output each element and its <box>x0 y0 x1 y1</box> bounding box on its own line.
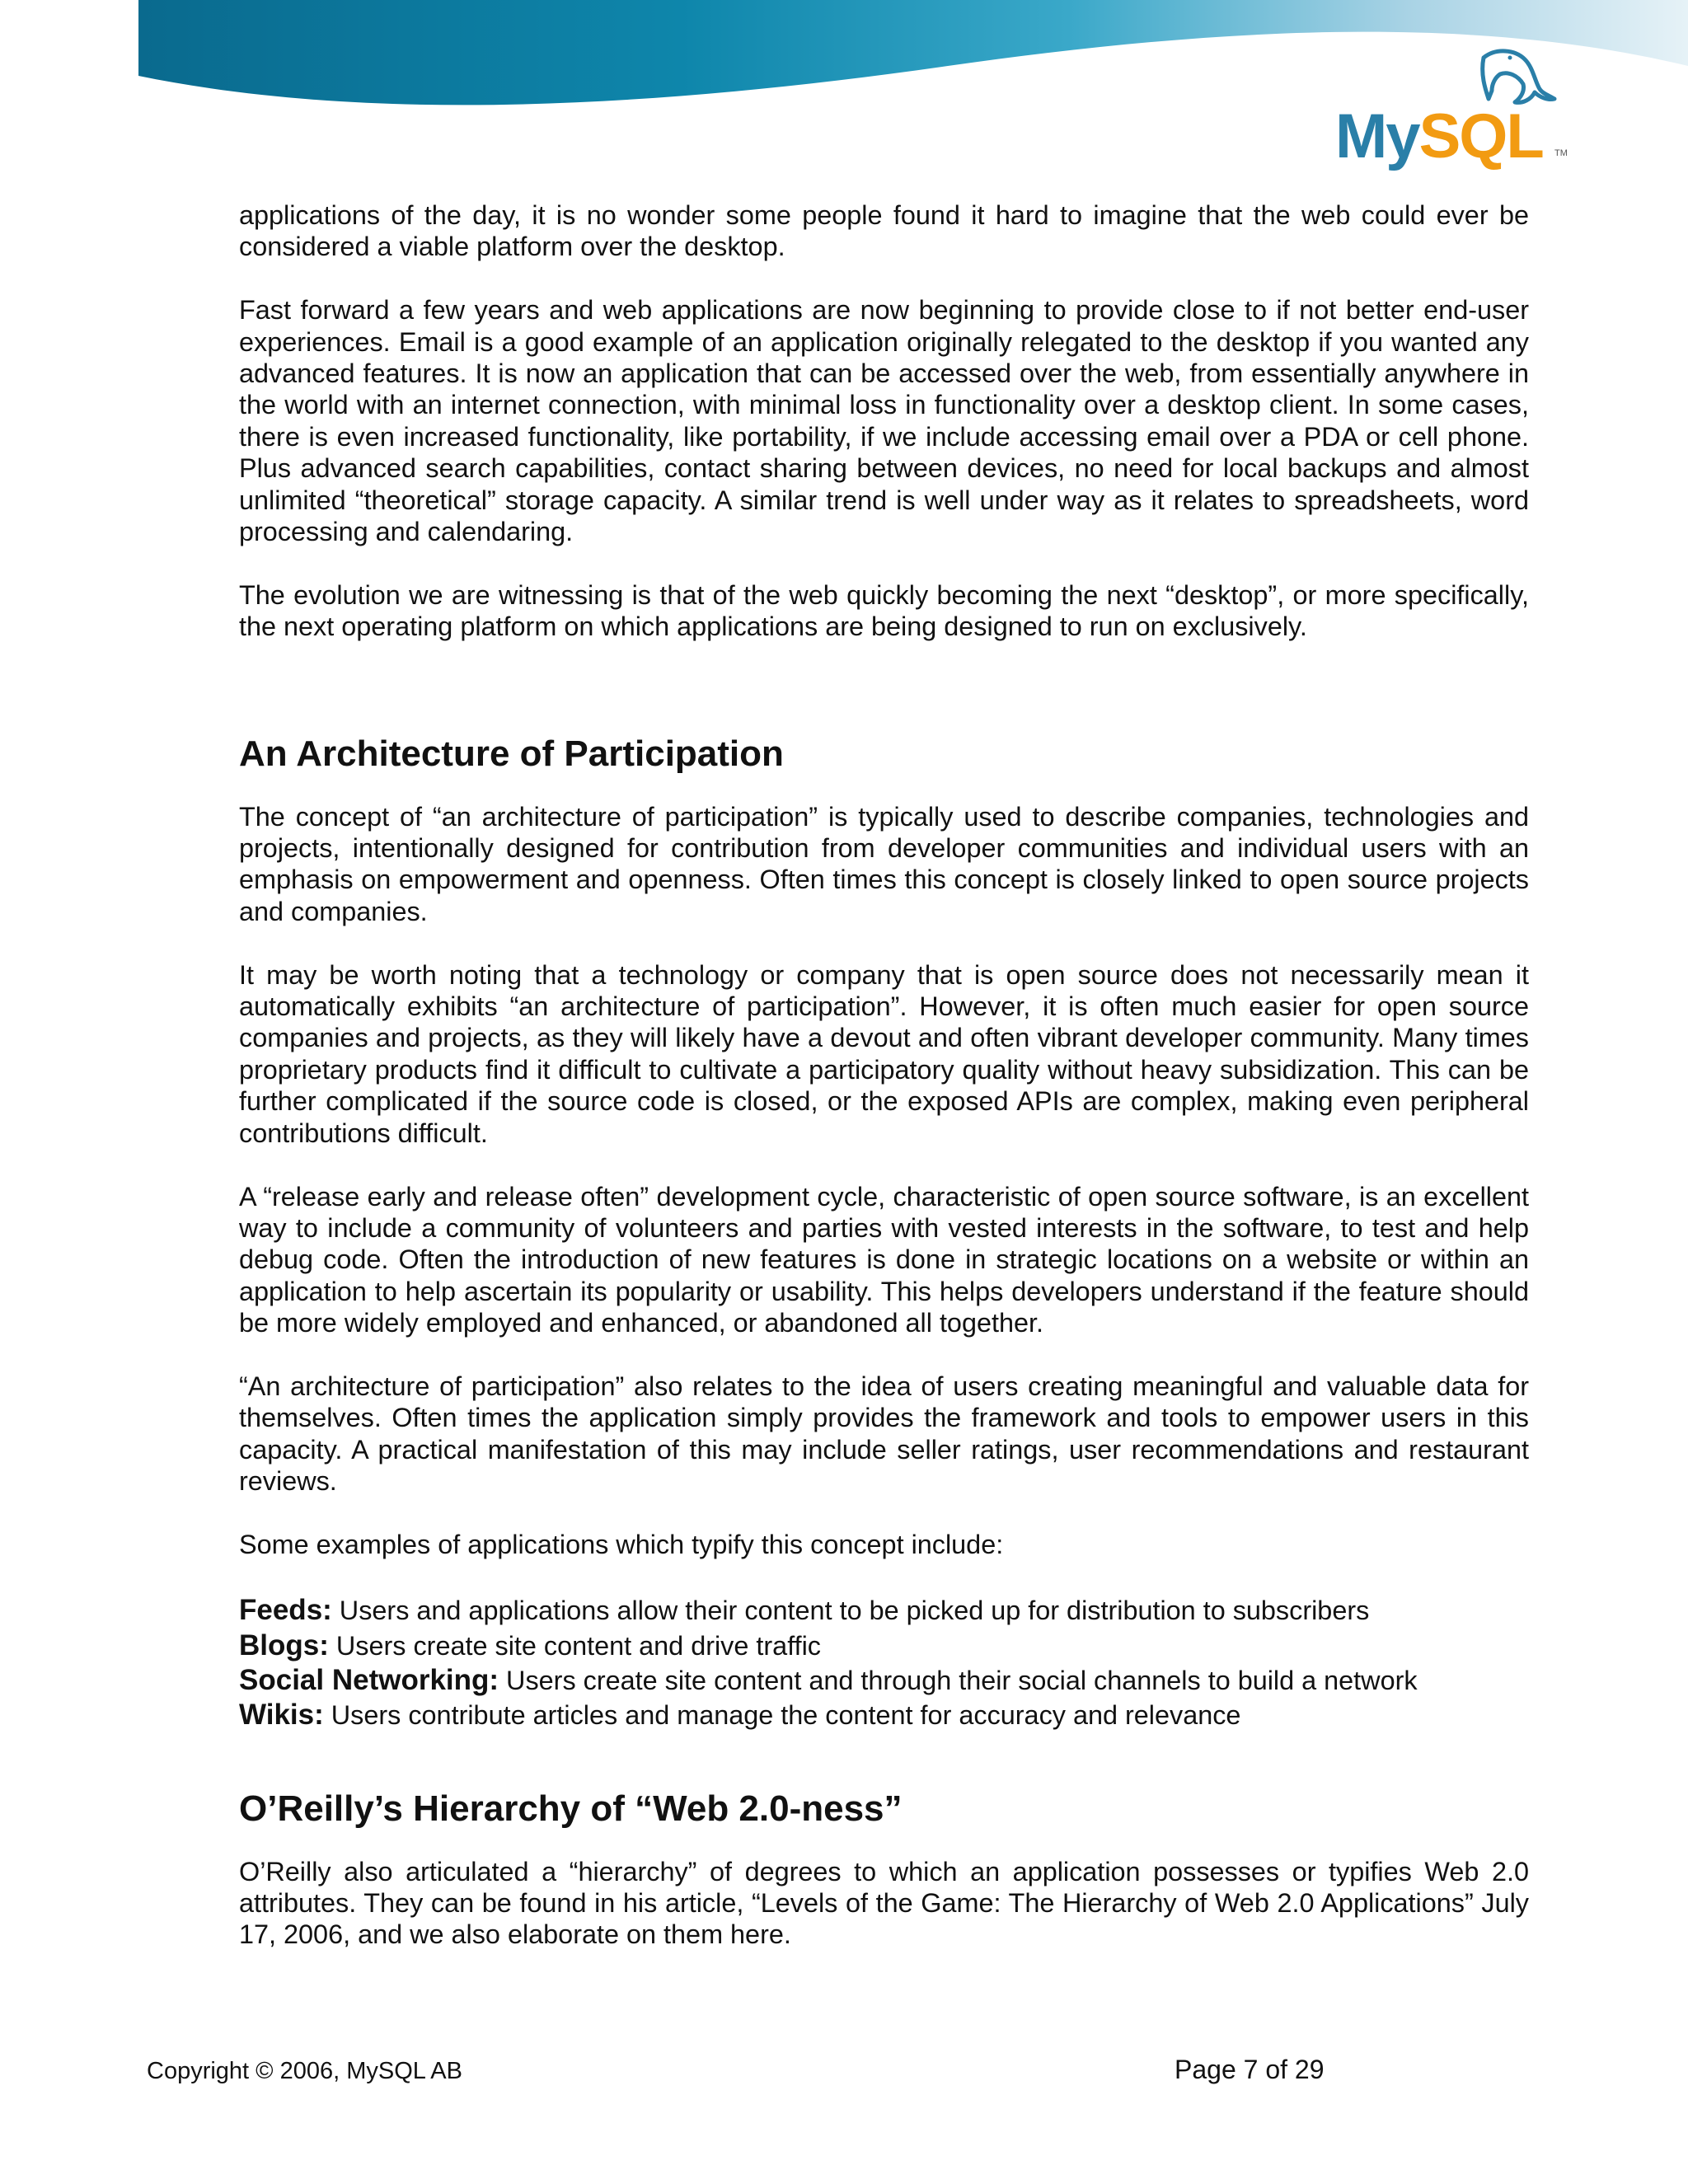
logo-my: My <box>1335 101 1419 171</box>
footer-page-number: Page 7 of 29 <box>1175 2055 1325 2084</box>
list-term: Social Networking: <box>239 1663 499 1696</box>
paragraph: The concept of “an architecture of participation” is typically used to describe companies, technologies and projects, intentionally designed for contribution from developer communities and individual users with an emphasis on empowerment and openness. Often times this concept is closely linked to open source projects and companies. <box>239 801 1529 926</box>
section-heading: An Architecture of Participation <box>239 733 784 774</box>
logo-wordmark <box>1335 101 1543 171</box>
paragraph: Some examples of applications which typify this concept include: <box>239 1529 1004 1559</box>
list-term: Feeds: <box>239 1594 332 1627</box>
list-desc: Users and applications allow their content to be picked up for distribution to subscribers <box>331 1596 1370 1626</box>
section-heading: O’Reilly’s Hierarchy of “Web 2.0-ness” <box>239 1788 903 1829</box>
list-desc: Users create site content and drive traffic <box>328 1630 821 1661</box>
paragraph: The evolution we are witnessing is that of the web quickly becoming the next “desktop”, or more specifically, the next operating platform on which applications are being designed to run on exclusively. <box>239 579 1529 642</box>
list-item <box>239 1593 1529 1628</box>
header-banner <box>0 0 1688 177</box>
paragraph: applications of the day, it is no wonder some people found it hard to imagine that the web could ever be considered a viable platform over the desktop. <box>239 200 1529 262</box>
list-item <box>239 1663 1529 1698</box>
paragraph: “An architecture of participation” also relates to the idea of users creating meaningful and valuable data for themselves. Often times the application simply provides the framework and tools to empower users in this capacity. A practical manifestation of this may include seller ratings, user recommendations and restaurant reviews. <box>239 1371 1529 1497</box>
document-body <box>239 199 1529 1951</box>
list-item <box>239 1698 1529 1732</box>
list-desc: Users contribute articles and manage the content for accuracy and relevance <box>323 1700 1241 1731</box>
paragraph: Fast forward a few years and web applications are now beginning to provide close to if not better end-user experiences. Email is a good example of an application originally relegated to the desktop if you wanted any advanced features. It is now an application that can be accessed over the web, from essentially anywhere in the world with an internet connection, with minimal loss in functionality over a desktop client. In some cases, there is even increased functionality, like portability, if we include accessing email over a PDA or cell phone. Plus advanced search capabilities, contact sharing between devices, no need for local backups and almost unlimited “theoretical” storage capacity. A similar trend is well under way as it relates to spreadsheets, word processing and calendaring. <box>239 295 1529 547</box>
list-term: Blogs: <box>239 1629 329 1661</box>
paragraph: A “release early and release often” development cycle, characteristic of open source software, is an excellent way to include a community of volunteers and parties with vested interests in the software, to test and help debug code. Often the introduction of new features is done in strategic locations on a website or within an application to help ascertain its popularity or usability. This helps developers understand if the feature should be more widely employed and enhanced, or abandoned all together. <box>239 1181 1529 1338</box>
examples-list <box>239 1593 1529 1732</box>
logo-trademark: TM <box>1554 148 1568 158</box>
mysql-logo <box>1327 41 1574 173</box>
logo-sql: SQL <box>1418 101 1543 171</box>
list-desc: Users create site content and through their social channels to build a network <box>499 1665 1418 1695</box>
footer-copyright: Copyright © 2006, MySQL AB <box>147 2058 462 2084</box>
paragraph: O’Reilly also articulated a “hierarchy” of degrees to which an application possesses or typifies Web 2.0 attributes. They can be found in his article, “Levels of the Game: The Hierarchy of Web 2.0 Applications” July 17, 2006, and we also elaborate on them here. <box>239 1856 1529 1950</box>
paragraph: It may be worth noting that a technology or company that is open source does not necessarily mean it automatically exhibits “an architecture of participation”. However, it is often much easier for open source companies and projects, as they will likely have a devout and often vibrant developer community. Many times proprietary products find it difficult to cultivate a participatory quality without heavy subsidization. This can be further complicated if the source code is closed, or the exposed APIs are complex, making even peripheral contributions difficult. <box>239 959 1529 1148</box>
list-item <box>239 1629 1529 1663</box>
list-term: Wikis: <box>239 1699 324 1732</box>
